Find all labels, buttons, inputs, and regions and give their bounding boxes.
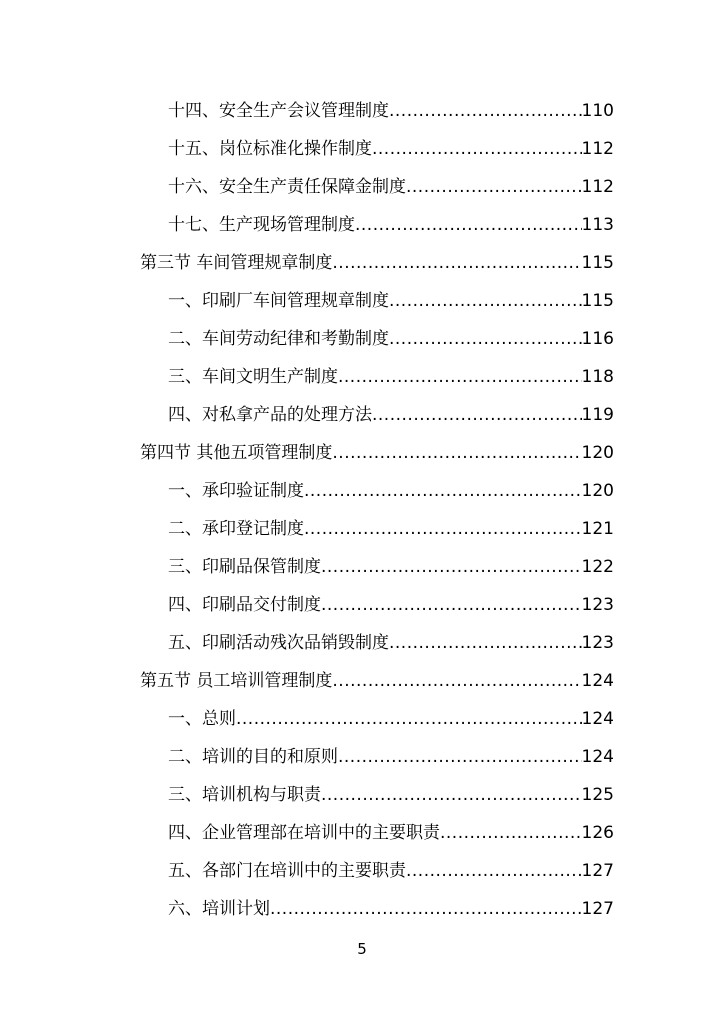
- toc-dot-leader: [332, 434, 581, 472]
- toc-section-entry[interactable]: [0, 244, 724, 282]
- toc-entry-title: 一、印刷厂车间管理规章制度: [168, 291, 389, 311]
- toc-entry-page: 123: [581, 595, 614, 615]
- toc-entry-page: 125: [581, 785, 614, 805]
- toc-entry-title: 四、企业管理部在培训中的主要职责: [168, 823, 440, 843]
- toc-dot-leader: [321, 548, 582, 586]
- toc-entry[interactable]: [0, 320, 724, 358]
- toc-dot-leader: [389, 624, 582, 662]
- toc-entry-title: 二、承印登记制度: [168, 519, 304, 539]
- toc-dot-leader: [332, 244, 581, 282]
- toc-entry-page: 112: [581, 139, 614, 159]
- toc-dot-leader: [338, 738, 582, 776]
- toc-dot-leader: [389, 92, 582, 130]
- toc-entry-title: 十五、岗位标准化操作制度: [168, 139, 372, 159]
- toc-dot-leader: [372, 130, 582, 168]
- toc-entry-title: 三、培训机构与职责: [168, 785, 321, 805]
- toc-entry-title: 三、印刷品保管制度: [168, 557, 321, 577]
- toc-entry-title: 一、总则: [168, 709, 236, 729]
- toc-entry[interactable]: [0, 624, 724, 662]
- toc-dot-leader: [236, 700, 582, 738]
- toc-entry[interactable]: [0, 814, 724, 852]
- toc-entry-title: 五、印刷活动残次品销毁制度: [168, 633, 389, 653]
- toc-entry[interactable]: [0, 510, 724, 548]
- toc-dot-leader: [321, 586, 582, 624]
- toc-dot-leader: [440, 814, 582, 852]
- toc-entry[interactable]: [0, 548, 724, 586]
- toc-entry-title: 第四节 其他五项管理制度: [140, 443, 333, 463]
- toc-dot-leader: [332, 662, 581, 700]
- toc-entry[interactable]: [0, 396, 724, 434]
- toc-entry-page: 121: [581, 519, 614, 539]
- toc-entry[interactable]: [0, 168, 724, 206]
- toc-entry[interactable]: [0, 206, 724, 244]
- toc-entry-title: 第三节 车间管理规章制度: [140, 253, 333, 273]
- toc-entry[interactable]: [0, 282, 724, 320]
- toc-entry[interactable]: [0, 738, 724, 776]
- toc-dot-leader: [372, 396, 582, 434]
- toc-entry-page: 127: [581, 899, 614, 919]
- toc-entry-title: 六、培训计划: [168, 899, 270, 919]
- toc-entry-page: 124: [581, 671, 614, 691]
- toc-entry-page: 127: [581, 861, 614, 881]
- toc-entry-title: 十四、安全生产会议管理制度: [168, 101, 389, 121]
- toc-entry-title: 第五节 员工培训管理制度: [140, 671, 333, 691]
- toc-entry[interactable]: [0, 700, 724, 738]
- toc-entry[interactable]: [0, 586, 724, 624]
- toc-section-entry[interactable]: [0, 662, 724, 700]
- toc-entry-page: 124: [581, 709, 614, 729]
- toc-dot-leader: [338, 358, 582, 396]
- toc-dot-leader: [406, 168, 582, 206]
- toc-entry-page: 126: [581, 823, 614, 843]
- toc-dot-leader: [389, 320, 582, 358]
- toc-entry-title: 十七、生产现场管理制度: [168, 215, 355, 235]
- toc-dot-leader: [304, 510, 582, 548]
- toc-entry-title: 四、对私拿产品的处理方法: [168, 405, 372, 425]
- toc-entry-page: 113: [581, 215, 614, 235]
- toc-dot-leader: [270, 890, 582, 928]
- toc-entry[interactable]: [0, 130, 724, 168]
- toc-entry-page: 122: [581, 557, 614, 577]
- toc-entry[interactable]: [0, 92, 724, 130]
- toc-entry-title: 四、印刷品交付制度: [168, 595, 321, 615]
- toc-entry-page: 124: [581, 747, 614, 767]
- toc-entry-page: 119: [581, 405, 614, 425]
- toc-entry[interactable]: [0, 472, 724, 510]
- toc-entry-page: 120: [581, 481, 614, 501]
- toc-entry-page: 110: [581, 101, 614, 121]
- toc-dot-leader: [355, 206, 582, 244]
- toc-entry-title: 五、各部门在培训中的主要职责: [168, 861, 406, 881]
- toc-entry-page: 112: [581, 177, 614, 197]
- toc-entry-title: 一、承印验证制度: [168, 481, 304, 501]
- toc-section-entry[interactable]: [0, 434, 724, 472]
- toc-entry[interactable]: [0, 776, 724, 814]
- toc-entry-page: 118: [581, 367, 614, 387]
- toc-dot-leader: [406, 852, 582, 890]
- toc-entry-page: 123: [581, 633, 614, 653]
- toc-entry[interactable]: [0, 890, 724, 928]
- toc-entry-page: 115: [581, 253, 614, 273]
- toc-dot-leader: [389, 282, 582, 320]
- toc-entry[interactable]: [0, 358, 724, 396]
- toc-entry-page: 115: [581, 291, 614, 311]
- toc-entry-page: 120: [581, 443, 614, 463]
- toc-entry[interactable]: [0, 852, 724, 890]
- toc-entry-title: 三、车间文明生产制度: [168, 367, 338, 387]
- table-of-contents: [0, 92, 724, 928]
- toc-entry-page: 116: [581, 329, 614, 349]
- toc-entry-title: 二、车间劳动纪律和考勤制度: [168, 329, 389, 349]
- toc-entry-title: 十六、安全生产责任保障金制度: [168, 177, 406, 197]
- toc-entry-title: 二、培训的目的和原则: [168, 747, 338, 767]
- toc-dot-leader: [321, 776, 582, 814]
- toc-dot-leader: [304, 472, 582, 510]
- page-number: 5: [357, 940, 367, 958]
